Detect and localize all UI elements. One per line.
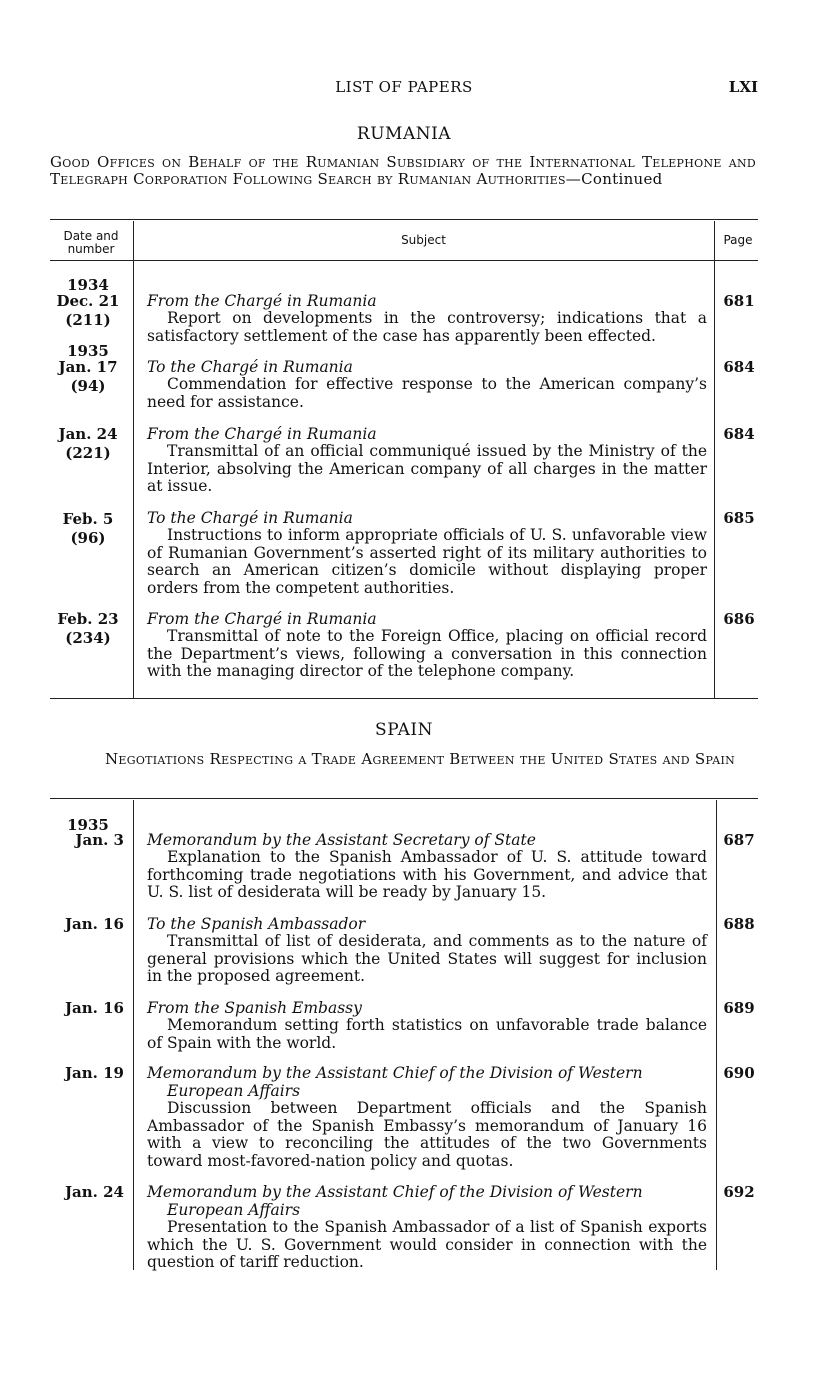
entry-date: Jan. 24 <box>64 1183 124 1201</box>
table-bottom-rule <box>50 698 758 699</box>
entry-date: Feb. 5 (96) <box>62 510 114 547</box>
column-divider <box>716 800 717 1270</box>
entry-date: Dec. 21 (211) <box>56 292 120 329</box>
column-divider <box>133 221 134 698</box>
entry-sender: Memorandum by the Assistant Chief of the Division of Western European Affairs <box>147 1183 643 1219</box>
entry-description: Instructions to inform appropriate officials of U. S. unfavorable view of Rumanian Government’s asserted right of its military authorities to search an American citizen’s domicile without displaying proper orders from the competent authorities. <box>147 526 707 597</box>
header-date: Date and number <box>63 229 119 256</box>
column-divider <box>133 800 134 1270</box>
entry-page: 684 <box>723 358 755 376</box>
section-title-continued: —Continued <box>565 170 663 188</box>
table-top-rule <box>50 798 758 799</box>
entry-sender: Memorandum by the Assistant Secretary of State <box>147 831 536 849</box>
entry-sender: From the Chargé in Rumania <box>147 292 377 310</box>
country-heading-rumania: RUMANIA <box>356 124 452 144</box>
entry-description: Transmittal of list of desiderata, and comments as to the nature of general provisions which the United States will suggest for inclusion in the proposed agreement. <box>147 932 707 985</box>
section-title-main: Good Offices on Behalf of the Rumanian Subsidiary of the International Telephone and Telegraph Corporation Following Search by Rumanian Authorities <box>50 153 756 188</box>
entry-date: Jan. 19 <box>64 1064 124 1082</box>
year-label: 1934 <box>67 276 109 294</box>
entry-date: Feb. 23 (234) <box>57 610 119 647</box>
entry-page: 689 <box>723 999 755 1017</box>
entry-sender: To the Chargé in Rumania <box>147 509 353 527</box>
entry-sender: From the Spanish Embassy <box>147 999 362 1017</box>
entry-sender: From the Chargé in Rumania <box>147 610 377 628</box>
entry-sender: From the Chargé in Rumania <box>147 425 377 443</box>
entry-description: Explanation to the Spanish Ambassador of U. S. attitude toward forthcoming trade negotiations with his Government, and advice that U. S. list of desiderata will be ready by January 15. <box>147 848 707 901</box>
entry-sender: To the Chargé in Rumania <box>147 358 353 376</box>
entry-description: Presentation to the Spanish Ambassador of a list of Spanish exports which the U. S. Government would consider in connection with the question of tariff reduction. <box>147 1218 707 1271</box>
entry-page: 681 <box>723 292 755 310</box>
entry-sender: Memorandum by the Assistant Chief of the Division of Western European Affairs <box>147 1064 643 1100</box>
entry-page: 690 <box>723 1064 755 1082</box>
header-subject: Subject <box>401 233 446 247</box>
header-page: Page <box>723 233 753 247</box>
entry-sender: To the Spanish Ambassador <box>147 915 366 933</box>
year-label: 1935 <box>67 342 109 360</box>
entry-description: Transmittal of an official communiqué issued by the Ministry of the Interior, absolving the American company of all charges in the matter at issue. <box>147 442 707 495</box>
entry-description: Discussion between Department officials and the Spanish Ambassador of the Spanish Embassy’s memorandum of January 16 with a view to reconciling the attitudes of the two Governments toward most-favored-nation policy and quotas. <box>147 1099 707 1170</box>
entry-date: Jan. 16 <box>64 999 124 1017</box>
running-head <box>50 78 758 98</box>
entry-description: Memorandum setting forth statistics on unfavorable trade balance of Spain with the world. <box>147 1016 707 1052</box>
year-label: 1935 <box>67 816 109 834</box>
entry-description: Report on developments in the controversy; indications that a satisfactory settlement of the case has apparently been effected. <box>147 309 707 345</box>
table-top-rule <box>50 219 758 220</box>
entry-page: 692 <box>723 1183 755 1201</box>
entry-date: Jan. 16 <box>64 915 124 933</box>
section-title-rumania <box>50 154 756 188</box>
entry-page: 684 <box>723 425 755 443</box>
entry-page: 685 <box>723 509 755 527</box>
column-divider <box>714 221 715 698</box>
page-number: LXI <box>728 78 758 96</box>
running-title: LIST OF PAPERS <box>335 78 473 96</box>
country-heading-spain: SPAIN <box>375 720 433 740</box>
entry-page: 686 <box>723 610 755 628</box>
entry-date: Jan. 17 (94) <box>58 358 118 395</box>
entry-date: Jan. 24 (221) <box>58 425 118 462</box>
entry-date: Jan. 3 <box>75 831 124 849</box>
table-header-rule <box>50 260 758 261</box>
section-title-spain: Negotiations Respecting a Trade Agreement Between the United States and Spain <box>104 750 736 768</box>
entry-description: Commendation for effective response to the American company’s need for assistance. <box>147 375 707 411</box>
entry-page: 687 <box>723 831 755 849</box>
entry-page: 688 <box>723 915 755 933</box>
entry-description: Transmittal of note to the Foreign Office, placing on official record the Department’s views, following a conversation in this connection with the managing director of the telephone company. <box>147 627 707 680</box>
